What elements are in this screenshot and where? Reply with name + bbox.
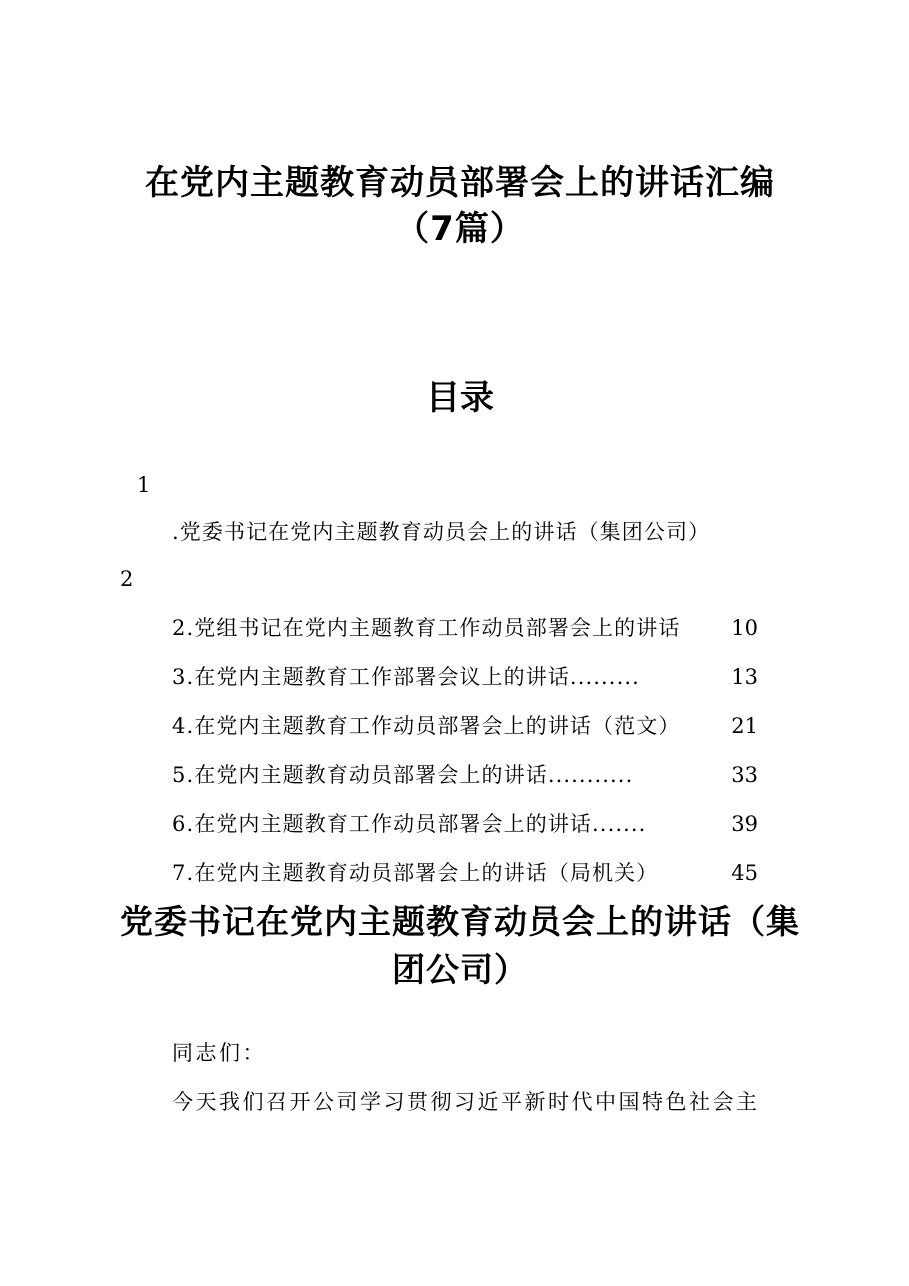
toc-entry-text: 7.在党内主题教育动员部署会上的讲话（局机关） — [172, 861, 659, 885]
toc-entry-4[interactable] — [172, 711, 758, 741]
document-title: 在党内主题教育动员部署会上的讲话汇编（7篇） — [145, 163, 775, 249]
section-title: 党委书记在党内主题教育动员会上的讲话（集团公司） — [120, 902, 800, 989]
toc-entry-6[interactable] — [172, 809, 758, 839]
toc-entry-5[interactable] — [172, 760, 758, 790]
toc-entry-3[interactable] — [172, 662, 758, 692]
toc-entry-text: 2.党组书记在党内主题教育工作动员部署会上的讲话 — [172, 616, 681, 640]
toc-entry-text: .党委书记在党内主题教育动员会上的讲话（集团公司） — [172, 520, 711, 544]
toc-heading: 目录 — [426, 378, 494, 418]
salutation: 同志们： — [172, 1041, 266, 1065]
toc-entry-text: 6.在党内主题教育工作动员部署会上的讲话....... — [172, 812, 647, 836]
toc-entry-page: 10 — [731, 616, 758, 640]
toc-entry-text: 5.在党内主题教育动员部署会上的讲话........... — [172, 763, 634, 787]
toc-entry-page: 13 — [731, 665, 758, 689]
toc-entry-text: 4.在党内主题教育工作动员部署会上的讲话（范文） — [172, 714, 681, 738]
toc-entry-text: 3.在党内主题教育工作部署会议上的讲话......... — [172, 665, 640, 689]
toc-entry-1[interactable] — [172, 517, 758, 547]
body-paragraph-first-line: 今天我们召开公司学习贯彻习近平新时代中国特色社会主 — [172, 1090, 760, 1114]
toc-stray-number-2: 2 — [120, 567, 134, 591]
toc-entry-page: 39 — [731, 812, 758, 836]
toc-entry-2[interactable] — [172, 613, 758, 643]
toc-stray-number-1: 1 — [137, 473, 151, 497]
toc-entry-page: 21 — [731, 714, 758, 738]
toc-entry-page: 33 — [731, 763, 758, 787]
toc-entry-7[interactable] — [172, 858, 758, 888]
toc-entry-page: 45 — [731, 861, 758, 885]
